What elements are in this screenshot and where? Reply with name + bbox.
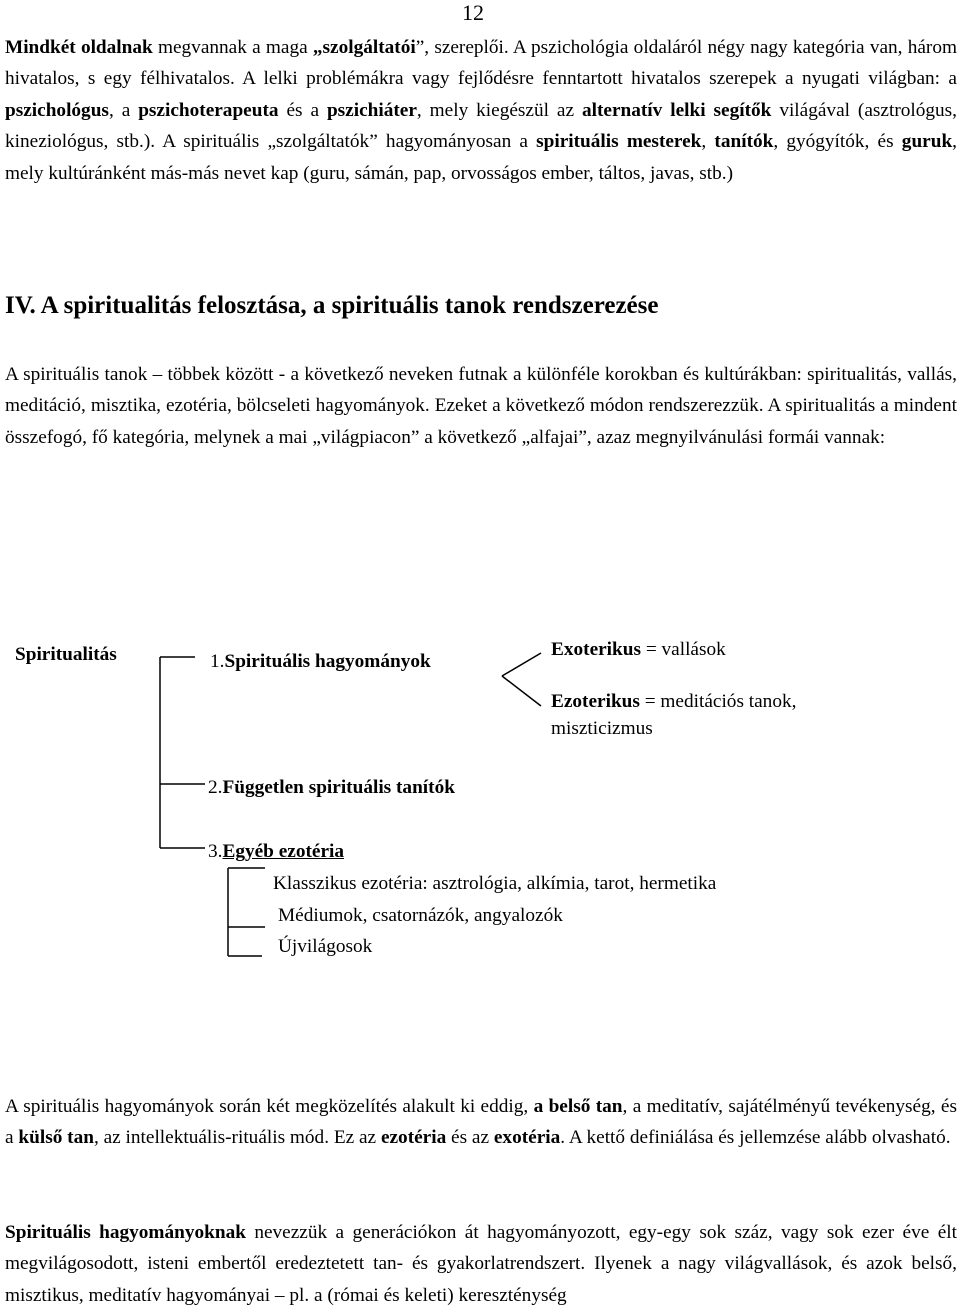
diagram-sub-item: Médiumok, csatornázók, angyalozók [278, 905, 563, 926]
page-number: 12 [462, 0, 484, 25]
traditions-paragraph: Spirituális hagyományoknak nevezzük a generációkon át hagyományozott, egy-egy sok száz, vagy sok ezer éve élt megvilágosodott, isteni embertől eredeztetett tan- és gyakorlatrendszert. Ilyenek a nagy világvallások, és azok belső, misztikus, meditatív hagyományai – pl. a (római és keleti) kereszténység [5, 1222, 957, 1306]
diagram-sub-item: Újvilágosok [278, 936, 373, 957]
diagram-esoteric-line2: miszticizmus [551, 718, 653, 739]
diagram-sub-item: Klasszikus ezotéria: asztrológia, alkímia, tarot, hermetika [273, 873, 717, 894]
section-paragraph: A spirituális tanok – többek között - a következő neveken futnak a különféle korokban és kultúrákban: spiritualitás, vallás, meditáció, misztika, ezotéria, bölcseleti hagyományok. Ezeket a következő módon rendszerezzük. A spiritualitás a mindent összefogó, fő kategória, melynek a mai „világpiacon” a következő „alfajai”, azaz megnyilvánulási formái vannak: [5, 364, 957, 448]
diagram-branch-3: 3.Egyéb ezotéria [208, 841, 345, 862]
diagram-branch-1: 1.Spirituális hagyományok [210, 651, 431, 672]
diagram-esoteric: Ezoterikus = meditációs tanok, [551, 691, 797, 712]
diagram-root: Spiritualitás [15, 644, 117, 665]
intro-paragraph: Mindkét oldalnak megvannak a maga „szolgáltatói”, szereplői. A pszichológia oldaláról négy nagy kategória van, három hivatalos, s egy félhivatalos. A lelki problémákra vagy fejlődésre fenntartott hivatalos szerepek a nyugati világban: a pszichológus, a pszichoterapeuta és a pszichiáter, mely kiegészül az alternatív lelki segítők világával (asztrológus, kineziológus, stb.). A spirituális „szolgáltatók” hagyományosan a spirituális mesterek, tanítók, gyógyítók, és guruk, mely kultúránként más-más nevet kap (guru, sámán, pap, orvosságos ember, táltos, javas, stb.) [5, 37, 957, 184]
approaches-paragraph: A spirituális hagyományok során két megközelítés alakult ki eddig, a belső tan, a meditatív, sajátélményű tevékenység, és a külső tan, az intellektuális-rituális mód. Ez az ezotéria és az exotéria. A kettő definiálása és jellemzése alább olvasható. [5, 1096, 957, 1149]
section-heading: IV. A spiritualitás felosztása, a spirituális tanok rendszerezése [5, 292, 659, 319]
diagram-exoteric: Exoterikus = vallások [551, 639, 726, 660]
diagram-branch-2: 2.Független spirituális tanítók [208, 777, 455, 798]
